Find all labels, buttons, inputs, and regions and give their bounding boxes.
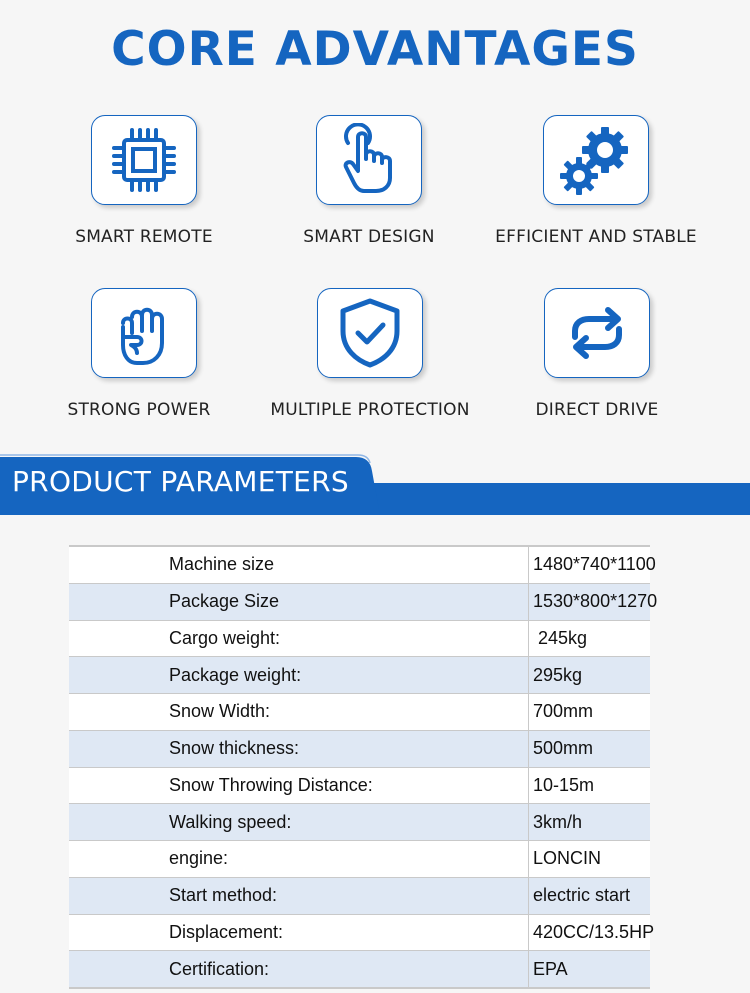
table-row: [69, 877, 650, 914]
feature-label: SMART DESIGN: [303, 227, 435, 247]
param-key: Package Size: [69, 583, 529, 620]
feature-efficient-stable: [476, 115, 716, 265]
feature-icon-box: [543, 115, 649, 205]
feature-label: STRONG POWER: [67, 400, 211, 420]
feature-icon-box: [316, 115, 422, 205]
feature-icon-box: [91, 115, 197, 205]
section-banner: [0, 453, 750, 517]
table-row: [69, 583, 650, 620]
feature-label: SMART REMOTE: [75, 227, 213, 247]
param-key: Snow thickness:: [69, 730, 529, 767]
feature-multiple-protection: [250, 288, 490, 438]
table-row: [69, 620, 650, 657]
param-key: Certification:: [69, 951, 529, 988]
parameters-table: [69, 545, 658, 989]
param-key: Displacement:: [69, 914, 529, 951]
touch-hand-icon: [334, 123, 404, 197]
loop-arrows-icon: [561, 303, 633, 363]
page-title: CORE ADVANTAGES: [111, 22, 639, 77]
feature-icon-box: [91, 288, 197, 378]
fist-icon: [109, 297, 179, 369]
table-row: [69, 841, 650, 878]
gears-icon: [559, 124, 633, 196]
table-row: [69, 694, 650, 731]
param-value: 10-15m: [529, 767, 651, 804]
param-value: 500mm: [529, 730, 651, 767]
table-row: [69, 730, 650, 767]
param-key: Package weight:: [69, 657, 529, 694]
feature-label: DIRECT DRIVE: [535, 400, 659, 420]
param-key: engine:: [69, 841, 529, 878]
table-row: [69, 804, 650, 841]
table-row: [69, 767, 650, 804]
table-row: [69, 914, 650, 951]
param-key: Walking speed:: [69, 804, 529, 841]
param-value: LONCIN: [529, 841, 651, 878]
param-value: 1480*740*1100: [529, 546, 651, 583]
table-row: [69, 546, 650, 583]
feature-label: EFFICIENT AND STABLE: [495, 227, 697, 247]
param-value: 1530*800*1270: [529, 583, 651, 620]
param-key: Machine size: [69, 546, 529, 583]
feature-smart-design: [249, 115, 489, 265]
param-value: electric start: [529, 877, 651, 914]
table-row: [69, 951, 650, 988]
param-value: 700mm: [529, 694, 651, 731]
feature-label: MULTIPLE PROTECTION: [270, 400, 470, 420]
feature-smart-remote: [24, 115, 264, 265]
param-key: Cargo weight:: [69, 620, 529, 657]
param-value: 245kg: [529, 620, 651, 657]
param-value: 295kg: [529, 657, 651, 694]
param-value: EPA: [529, 951, 651, 988]
param-value: 420CC/13.5HP: [529, 914, 651, 951]
param-value: 3km/h: [529, 804, 651, 841]
feature-strong-power: [19, 288, 259, 438]
feature-direct-drive: [477, 288, 717, 438]
shield-check-icon: [337, 297, 403, 369]
feature-icon-box: [544, 288, 650, 378]
chip-icon: [109, 125, 179, 195]
param-key: Snow Width:: [69, 694, 529, 731]
param-key: Start method:: [69, 877, 529, 914]
param-key: Snow Throwing Distance:: [69, 767, 529, 804]
feature-icon-box: [317, 288, 423, 378]
table-row: [69, 657, 650, 694]
section-title: PRODUCT PARAMETERS: [12, 465, 349, 498]
